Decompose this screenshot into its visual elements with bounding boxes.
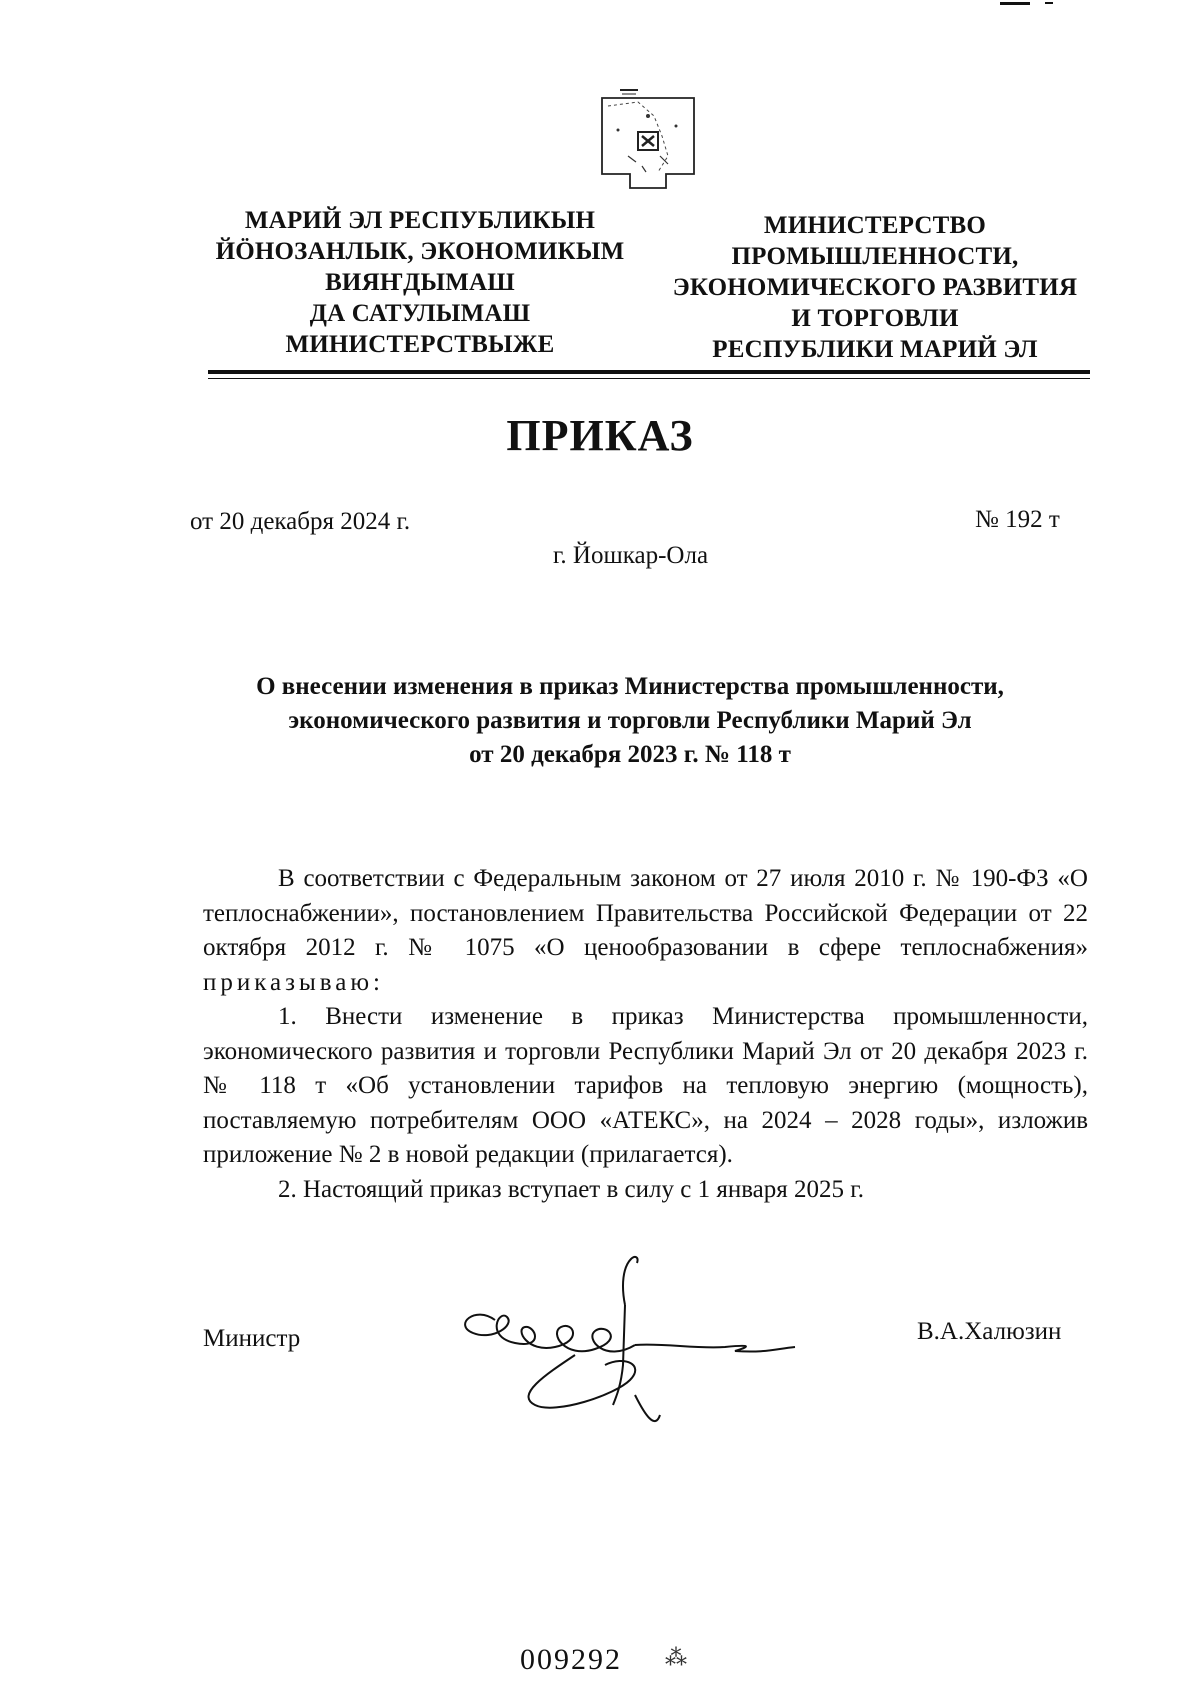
order-number: № 192 т <box>975 506 1060 533</box>
header-divider-thick <box>208 370 1090 374</box>
header-right-line: РЕСПУБЛИКИ МАРИЙ ЭЛ <box>712 336 1038 363</box>
header-left-block <box>190 205 650 360</box>
header-right-block <box>655 210 1095 365</box>
header-left-line: МАРИЙ ЭЛ РЕСПУБЛИКЫН <box>244 207 596 234</box>
header-right-line: ЭКОНОМИЧЕСКОГО РАЗВИТИЯ <box>672 274 1078 301</box>
header-left-line: ВИЯҤДЫМАШ <box>325 269 515 296</box>
stamp-mark: ⁂ <box>665 1645 687 1670</box>
header-right-line: И ТОРГОВЛИ <box>791 305 959 332</box>
header-right-line: ПРОМЫШЛЕННОСТИ, <box>731 243 1019 270</box>
header-right-line: МИНИСТЕРСТВО <box>763 212 987 239</box>
subject-line: экономического развития и торговли Республики Марий Эл <box>288 707 972 734</box>
scan-mark <box>990 0 1080 10</box>
subject-line: О внесении изменения в приказ Министерства промышленности, <box>256 673 1004 700</box>
handwritten-signature <box>455 1245 875 1430</box>
body-paragraph-item-2: 2. Настоящий приказ вступает в силу с 1 января 2025 г. <box>278 1175 864 1203</box>
document-title: ПРИКАЗ <box>506 411 694 460</box>
header-left-line: ЙӦНОЗАНЛЫК, ЭКОНОМИКЫМ <box>215 238 625 265</box>
order-subject <box>160 670 1100 772</box>
header-divider-thin <box>208 378 1090 379</box>
order-city: г. Йошкар-Ола <box>553 542 709 569</box>
signer-position: Министр <box>203 1325 301 1352</box>
signer-name: В.А.Халюзин <box>917 1318 1062 1345</box>
subject-line: от 20 декабря 2023 г. № 118 т <box>469 741 791 768</box>
header-left-line: МИНИСТЕРСТВЫЖЕ <box>285 331 555 358</box>
serial-stamp: 009292 <box>520 1643 622 1676</box>
body-paragraph-preamble <box>203 862 1088 1000</box>
order-body <box>203 862 1088 1207</box>
order-word: приказываю: <box>203 968 384 996</box>
order-date: от 20 декабря 2024 г. <box>190 508 411 535</box>
body-paragraph-item-1: 1. Внести изменение в приказ Министерства промышленности, экономического развития и торговли Республики Марий Эл от 20 декабря 2023 г. № 118 т «Об установлении тарифов на тепловую энергию (мощность), поставляемую потребителям ООО «АТЕКС», на 2024 – 2028 годы», изложив приложение № 2 в новой редакции (прилагается). <box>203 1003 1088 1168</box>
header-left-line: ДА САТУЛЫМАШ <box>309 300 531 327</box>
emblem-icon <box>598 86 698 198</box>
preamble-text: В соответствии с Федеральным законом от 27 июля 2010 г. № 190-ФЗ «О теплоснабжении», постановлением Правительства Российской Федерации от 22 октября 2012 г. № 1075 «О ценообразовании в сфере теплоснабжения» <box>203 865 1088 961</box>
